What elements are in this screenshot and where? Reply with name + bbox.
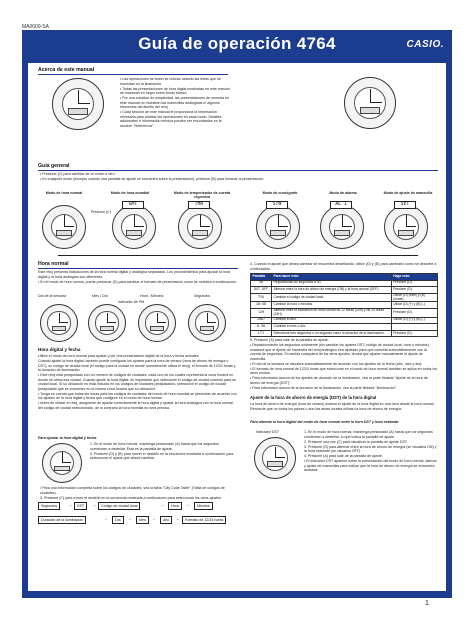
- table-row: TYO Cambiar el código de ciudad local. Utilice (D) (este) y (B) (oeste).: [251, 293, 438, 302]
- flow-arrow: ←: [128, 516, 132, 521]
- flow-arrow: ←: [152, 516, 156, 521]
- watch-month-day: [88, 304, 126, 342]
- watch-mode-stopwatch: [256, 205, 300, 249]
- doc-code: MA0609-SA: [22, 24, 49, 30]
- table-row: 12H Alternar entre la indicación de hora normal de 12 horas (12H) y de 24 horas (24H). Presione (D).: [251, 308, 438, 317]
- mode-label-countdown: Modo de temporizador de cuenta regresiva: [173, 191, 231, 199]
- general-heading: Guía general: [38, 163, 70, 169]
- watch-mode-timekeeping: [42, 205, 86, 249]
- table-row: DST OFF Alternar entre la hora de ahorro de energía (ON) y la hora normal (OFF). Presione (D).: [251, 287, 438, 294]
- flow-minutes: Minutos: [194, 502, 213, 510]
- dst-sub-heading: Para alternar la hora digital del modo de hora normal entre la hora DST y hora estándar: [250, 420, 399, 424]
- dst-text: La hora de ahorro de energía (hora de verano) avanza el ajuste de la hora digital en una hora desde la hora normal. Recuerde que no todos los países o aún las áreas locales utilizan la hora de ahorro de energía.: [250, 402, 435, 411]
- mode-cycle-line: [58, 255, 418, 256]
- about-rule: [38, 74, 228, 75]
- flow-arrow: ←: [176, 516, 180, 521]
- general-rule: [38, 170, 438, 171]
- page-title: Guía de operación 4764: [138, 34, 336, 53]
- watch-dst: [254, 437, 296, 479]
- display-set: SET: [394, 201, 416, 209]
- flow-dst: DST: [74, 502, 87, 510]
- flow-12-24: Formato de 12/24 horas: [182, 516, 226, 524]
- table-row: 2007 Cambiar el año. Utilice (D) (+) y (B) (-).: [251, 317, 438, 324]
- watch-mode-countdown: [178, 205, 222, 249]
- dst-indicator-label: Indicador DST: [256, 430, 279, 434]
- watch-mode-hand-setting: [384, 205, 428, 249]
- table-row: 6-30 Cambiar el mes o día.: [251, 324, 438, 331]
- page-number: 1: [425, 600, 429, 607]
- step-4: 4. Cuando el ajuste que desea cambiar se encuentra destellando, utilice (D) y (B) para cambiarlo como se describe a continuación.: [250, 262, 437, 271]
- flow-month: Mes: [136, 516, 149, 524]
- flow-arrow: →: [92, 502, 96, 507]
- about-heading: Acerca de este manual: [38, 67, 95, 73]
- normal-heading: Hora normal: [38, 261, 69, 267]
- watch-button-diagram: [344, 77, 396, 129]
- display-gmt: GMT: [122, 201, 144, 209]
- label-seconds: Segundos: [194, 294, 211, 298]
- flow-year: Año: [160, 516, 172, 524]
- dst-heading: Ajuste de la hora de ahorro de energía (DST) de la hora digital: [250, 395, 377, 400]
- flow-light-duration: Duración de la iluminación: [38, 516, 86, 524]
- table-row: 50 Reposicionar los segundos a 00. Presione (D).: [251, 280, 438, 287]
- watch-seconds: [188, 304, 226, 342]
- normal-intro: Este reloj presenta indicaciones de la hora normal digital y analógica separadas. Los procedimientos para ajustar la hora digital y la hora analógica son diferentes. • En el modo de hora normal, puede presionar (D) para cambiar el formato de presentación como se muestra a continuación.: [38, 270, 238, 285]
- casio-logo: CASIO.: [406, 39, 444, 50]
- press-c-label: Presione (C): [90, 210, 112, 214]
- flow-arrow: →: [68, 502, 72, 507]
- label-hour-minutes: Hora : Minutos: [140, 294, 164, 298]
- settings-table: [250, 273, 438, 337]
- watch-illustration: [52, 78, 104, 130]
- about-text: • Las operaciones de botón se indican usando las letras que se muestran en la ilustración. • Todas las presentaciones de hora digital mostradas en este manual se muestran en negro sobre fondo blanco. • Por una cuestión de simplicidad, las presentaciones de muestra en este manual no muestran las manecillas analógicas ni algunos elementos del diseño del reloj. • Cada sección de este manual le proporciona la información necesaria para realizar las operaciones en cada modo. Detalles adicionales e información técnica pueden ser encontrados en la sección "Referencia".: [120, 77, 230, 129]
- table-header-row: Pantalla Para hacer esto: Haga esto:: [251, 274, 438, 281]
- set-note: • Para una información completa sobre los códigos de ciudades, vea la tabla "City Code Table" (Tabla de códigos de ciudades). 3. Presione (C) para mover el destello en la secuencia mostrada a continuación para seleccionar los otros ajustes.: [40, 486, 235, 501]
- digital-text: Utilice el modo de hora normal para ajustar y ver una presentación digital de la hora y fecha actuales. Cuando ajuste la hora digital, también puede configurar los ajustes para la hora de verano (hora de ahorro de energía u DST), su código de ciudad local (el código para la ciudad en donde normalmente utiliza el reloj), el formato de 12/24 horas y la duración de iluminación. • Este reloj está preajustado con un número de códigos de ciudades, cada uno de los cuales representa la zona horaria en donde se ubica esa ciudad. Cuando ajuste la hora digital, es importante que seleccione el código de ciudad correcto para su ciudad local. Si su ubicación no está incluida en los códigos de ciudades preajustados, seleccione el código de ciudad preajustado que se encuentre en la misma zona horaria que su ubicación. • Tenga en cuenta que todas las horas para los códigos de ciudades del modo de hora mundial se presentan de acuerdo con los ajustes de la hora digital y fecha que configure en el modo de hora normal. • Antes de utilizar el reloj, asegúrese de ajustar correctamente la hora digital y ajustar la hora analógica con la hora normal del código de ciudad seleccionado, de lo contrario la hora mundial no será precisa.: [38, 354, 238, 411]
- flow-home-city: Código de ciudad local: [98, 502, 140, 510]
- watch-hour-minutes: [138, 304, 176, 342]
- mode-label-world-time: Modo de hora mundial: [110, 191, 150, 195]
- digital-heading: Hora digital y fecha: [38, 347, 81, 352]
- mode-label-timekeeping: Modo de hora normal: [45, 191, 83, 195]
- general-text: • Presione (C) para cambiar de un modo a otro. • En cualquier modo (excepto cuando una pantalla de ajuste se encuentra sobre la presentación), presione (B) para iluminar la presentación.: [40, 172, 340, 182]
- display-thr: THR: [188, 201, 210, 209]
- display-stw: STW: [266, 201, 288, 209]
- flow-hour: Hora: [168, 502, 182, 510]
- mode-label-stopwatch: Modo de cronógrafo: [262, 191, 298, 195]
- dst-steps: 1. En el modo de hora normal, mantenga presionado (A) hasta que los segundos comiencen a destellar, lo que indica la pantalla de ajuste. 2. Presione una vez (C) para visualizar la pantalla de ajuste DST. 3. Presione (D) para alternar entre la hora de ahorro de energía (se visualiza ON) y la hora estándar (se visualiza OFF). 4. Presione (A) para salir de la pantalla de ajuste. • El indicador DST aparece sobre la presentación del modo de hora normal, alarma y ajuste de manecillas para indicar que la hora de ahorro de energía se encuentra activada.: [304, 430, 438, 473]
- set-steps: 1. En el modo de hora normal, mantenga presionado (A) hasta que los segundos comiencen a destellar. Ésta es la pantalla de ajuste. 2. Presione (D) y (B) para mover el destello en la secuencia mostrada a continuación para seleccionar el ajuste que desea cambiar.: [90, 442, 234, 461]
- set-heading: Para ajustar la hora digital y fecha: [38, 436, 97, 440]
- page-frame: [22, 30, 452, 598]
- content-area: [28, 63, 446, 591]
- flow-arrow: →: [160, 502, 164, 507]
- normal-rule: [38, 268, 238, 269]
- flow-arrow: ←: [104, 516, 108, 521]
- watch-mode-alarm: [320, 205, 364, 249]
- label-pm-indicator: Indicador de PM: [118, 300, 145, 304]
- flow-arrow: →: [186, 502, 190, 507]
- table-row: LT1 Seleccione tres segundos o un segundo como la duración de la iluminación. Presione (D).: [251, 330, 438, 337]
- flow-seconds: Segundos: [38, 502, 60, 510]
- steps-after: 5. Presione (A) para salir de la pantalla de ajuste. • Repasicionando los segundos solamente (sin cambiar los ajustes DST, código de ciudad local, hora o minutos), ocasiona que el ajuste de manecilla del reloj analógico sea ajustado para que coincida automáticamente con la cuenta de segundos. Si cambia cualquiera de los otros ajustes, tendrá que ajustar manualmente el ajuste de manecilla. • El día de la semana se visualiza automáticamente de acuerdo con los ajustes de la fecha (año, mes y día). • El formato de hora normal de 12/24 horas que seleccione en el modo de hora normal también se aplica en todos los otros modos. • Para informarse acerca de los ajustes de duración de la iluminación, vea la parte titulada "Ajuste de la hora de ahorro de energía (DST)". • Para informarse acerca de la duración de la iluminación, vea la parte titulada "Iluminación".: [250, 338, 438, 391]
- flow-day: Día: [112, 516, 124, 524]
- mode-label-alarm: Modo de alarma: [329, 191, 357, 195]
- watch-weekday: [40, 304, 78, 342]
- watch-mode-world-time: [112, 205, 156, 249]
- watch-set: [42, 443, 82, 483]
- display-alarm: AL 1: [330, 201, 352, 209]
- table-row: 10:58 Cambiar la hora o minutos. Utilice (D) (+) y (B) (-).: [251, 302, 438, 309]
- mode-label-hand-setting: Modo de ajuste de manecilla: [383, 191, 433, 195]
- label-weekday: Día de la semana: [38, 294, 67, 298]
- label-month-day: Mes • Día: [92, 294, 108, 298]
